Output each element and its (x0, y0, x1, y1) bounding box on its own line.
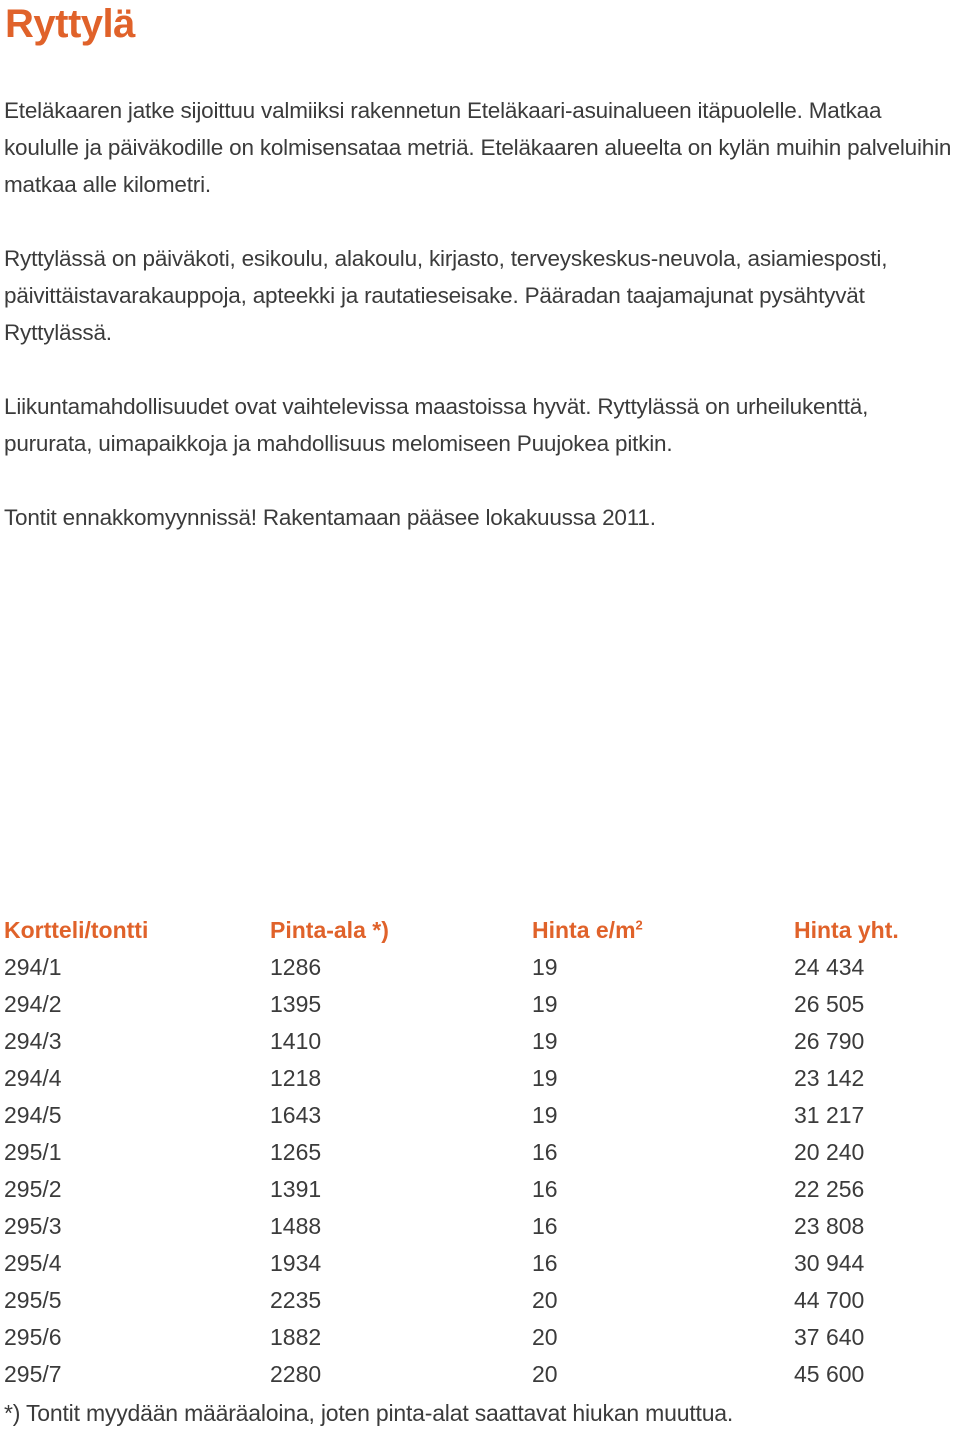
cell-lot: 294/1 (4, 954, 62, 980)
cell-price-per-m2: 20 (532, 1287, 558, 1313)
cell-price-per-m2: 19 (532, 1065, 558, 1091)
cell-price-per-m2: 19 (532, 1028, 558, 1054)
cell-total: 37 640 (794, 1324, 865, 1350)
cell-area: 2235 (270, 1287, 322, 1313)
table-row (4, 1245, 954, 1282)
table-row (4, 1356, 954, 1393)
table-row (4, 1060, 954, 1097)
lot-price-table (4, 912, 954, 1393)
cell-area: 1218 (270, 1065, 322, 1091)
cell-total: 24 434 (794, 954, 865, 980)
table-row (4, 1097, 954, 1134)
table-row (4, 1319, 954, 1356)
cell-total: 23 808 (794, 1213, 865, 1239)
cell-total: 23 142 (794, 1065, 865, 1091)
cell-lot: 294/2 (4, 991, 62, 1017)
cell-total: 20 240 (794, 1139, 865, 1165)
cell-lot: 295/5 (4, 1287, 62, 1313)
cell-lot: 294/5 (4, 1102, 62, 1128)
header-area: Pinta-ala *) (270, 917, 389, 943)
paragraph-sales: Tontit ennakkomyynnissä! Rakentamaan pääsee lokakuussa 2011. (4, 505, 656, 530)
cell-price-per-m2: 19 (532, 991, 558, 1017)
cell-total: 26 790 (794, 1028, 865, 1054)
cell-total: 31 217 (794, 1102, 865, 1128)
footnote: *) Tontit myydään määräaloina, joten pinta-alat saattavat hiukan muuttua. (4, 1400, 734, 1426)
table-row (4, 1208, 954, 1245)
cell-total: 22 256 (794, 1176, 865, 1202)
cell-lot: 295/7 (4, 1361, 62, 1387)
table-row (4, 1134, 954, 1171)
header-price-per-m2-label: Hinta e/m (532, 917, 636, 943)
cell-area: 1934 (270, 1250, 322, 1276)
cell-area: 1410 (270, 1028, 322, 1054)
cell-total: 26 505 (794, 991, 865, 1017)
cell-price-per-m2: 16 (532, 1139, 558, 1165)
cell-lot: 295/6 (4, 1324, 62, 1350)
cell-total: 30 944 (794, 1250, 865, 1276)
cell-total: 44 700 (794, 1287, 865, 1313)
intro-text (4, 92, 959, 573)
table-row (4, 986, 954, 1023)
cell-price-per-m2: 19 (532, 954, 558, 980)
cell-price-per-m2: 16 (532, 1176, 558, 1202)
cell-area: 1882 (270, 1324, 322, 1350)
header-total: Hinta yht. (794, 917, 899, 943)
cell-lot: 295/1 (4, 1139, 62, 1165)
header-lot: Kortteli/tontti (4, 917, 149, 943)
header-price-per-m2-sup: 2 (635, 917, 643, 933)
page-title: Ryttylä (5, 2, 135, 46)
cell-area: 1395 (270, 991, 322, 1017)
cell-price-per-m2: 16 (532, 1213, 558, 1239)
cell-lot: 295/2 (4, 1176, 62, 1202)
cell-price-per-m2: 20 (532, 1324, 558, 1350)
cell-price-per-m2: 16 (532, 1250, 558, 1276)
paragraph-services: Ryttylässä on päiväkoti, esikoulu, alakoulu, kirjasto, terveyskeskus-neuvola, asiamiesposti, päivittäistavarakauppoja, apteekki ja rautatieseisake. Pääradan taajamajunat pysähtyvät Ryttylässä. (4, 246, 888, 345)
cell-area: 1391 (270, 1176, 322, 1202)
cell-lot: 294/3 (4, 1028, 62, 1054)
table-row (4, 949, 954, 986)
cell-area: 2280 (270, 1361, 322, 1387)
cell-total: 45 600 (794, 1361, 865, 1387)
table-row (4, 1282, 954, 1319)
cell-area: 1488 (270, 1213, 322, 1239)
cell-price-per-m2: 19 (532, 1102, 558, 1128)
cell-lot: 295/4 (4, 1250, 62, 1276)
paragraph-recreation: Liikuntamahdollisuudet ovat vaihtelevissa maastoissa hyvät. Ryttylässä on urheilukenttä, pururata, uimapaikkoja ja mahdollisuus melomiseen Puujokea pitkin. (4, 394, 869, 456)
cell-area: 1265 (270, 1139, 322, 1165)
cell-area: 1286 (270, 954, 322, 980)
cell-area: 1643 (270, 1102, 322, 1128)
paragraph-location: Eteläkaaren jatke sijoittuu valmiiksi rakennetun Eteläkaari-asuinalueen itäpuolelle. Matkaa koululle ja päiväkodille on kolmisensataa metriä. Eteläkaaren alueelta on kylän muihin palveluihin matkaa alle kilometri. (4, 98, 952, 197)
table-row (4, 1023, 954, 1060)
header-price-per-m2 (532, 912, 794, 949)
cell-lot: 294/4 (4, 1065, 62, 1091)
cell-lot: 295/3 (4, 1213, 62, 1239)
cell-price-per-m2: 20 (532, 1361, 558, 1387)
table-header-row (4, 912, 954, 949)
table-row (4, 1171, 954, 1208)
